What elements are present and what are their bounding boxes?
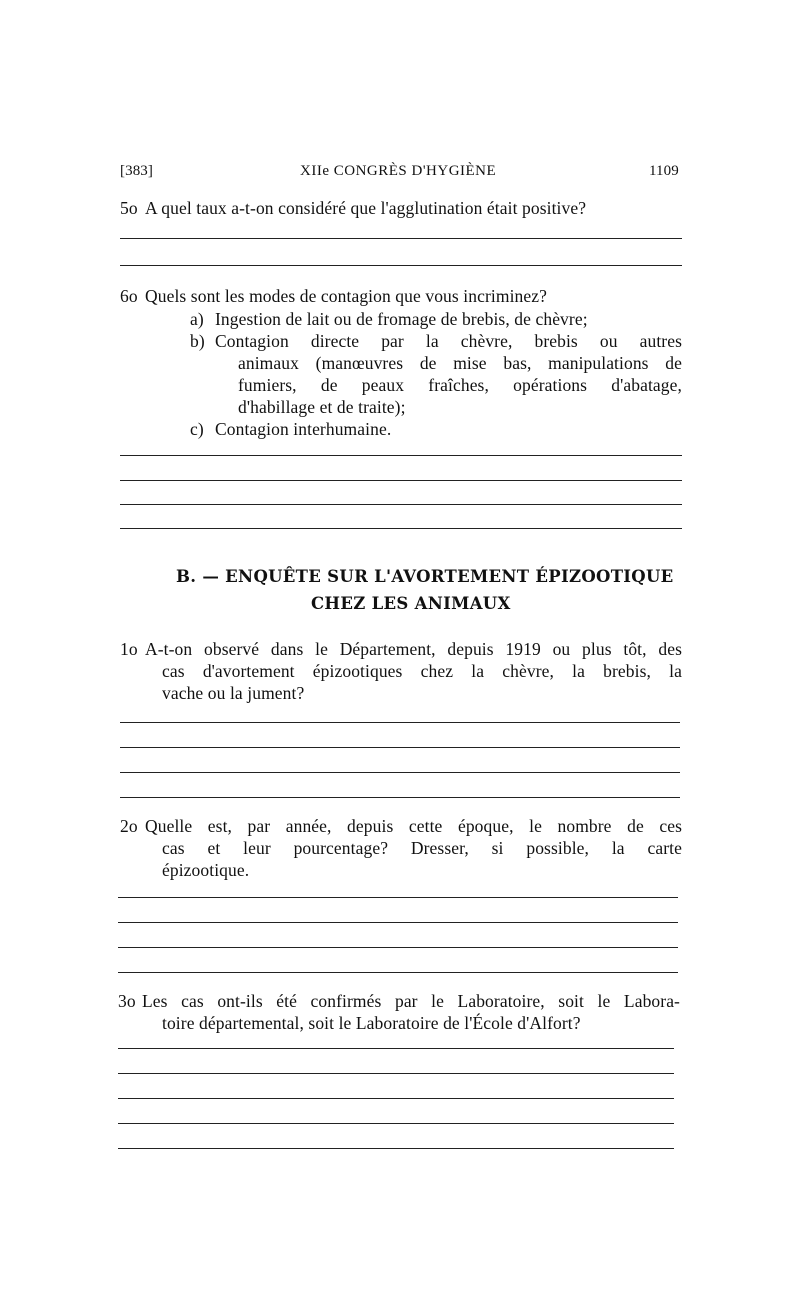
b-question-2-number: 2o: [120, 816, 138, 836]
question-6-number: 6o: [120, 286, 138, 306]
answer-line: [120, 238, 682, 239]
option-c-marker: c): [190, 419, 204, 439]
answer-line: [118, 1098, 674, 1099]
option-b-line: animaux (manœuvres de mise bas, manipulations de: [238, 353, 682, 373]
b-question-2-line: cas et leur pourcentage? Dresser, si possible, la carte: [162, 838, 682, 858]
answer-line: [118, 972, 678, 973]
answer-line: [120, 265, 682, 266]
b-question-1-line: vache ou la jument?: [162, 683, 305, 703]
answer-line: [118, 1148, 674, 1149]
answer-line: [120, 722, 680, 723]
option-a-text: Ingestion de lait ou de fromage de brebis, de chèvre;: [215, 309, 588, 329]
answer-line: [120, 480, 682, 481]
answer-line: [120, 747, 680, 748]
b-question-3-line: Les cas ont-ils été confirmés par le Laboratoire, soit le Labora-: [142, 991, 680, 1011]
option-c-text: Contagion interhumaine.: [215, 419, 392, 439]
answer-line: [120, 455, 682, 456]
running-title: XIIe CONGRÈS D'HYGIÈNE: [300, 163, 497, 179]
b-question-1-number: 1o: [120, 639, 138, 659]
page-number: 1109: [649, 163, 679, 179]
section-b-heading-line2: CHEZ LES ANIMAUX: [311, 594, 511, 613]
answer-line: [118, 922, 678, 923]
question-5-number: 5o: [120, 198, 138, 218]
b-question-2-line: épizootique.: [162, 860, 250, 880]
option-b-marker: b): [190, 331, 205, 351]
answer-line: [120, 797, 680, 798]
section-b-heading-line1: B. — ENQUÊTE SUR L'AVORTEMENT ÉPIZOOTIQUE: [176, 567, 674, 586]
page-reference: [383]: [120, 163, 153, 179]
option-b-line: fumiers, de peaux fraîches, opérations d'abatage,: [238, 375, 682, 395]
answer-line: [118, 947, 678, 948]
question-6-text: Quels sont les modes de contagion que vous incriminez?: [145, 286, 547, 306]
question-5-text: A quel taux a-t-on considéré que l'agglutination était positive?: [145, 198, 587, 218]
answer-line: [120, 528, 682, 529]
answer-line: [120, 504, 682, 505]
answer-line: [118, 1048, 674, 1049]
option-b-line: Contagion directe par la chèvre, brebis ou autres: [215, 331, 682, 351]
b-question-3-line: toire départemental, soit le Laboratoire de l'École d'Alfort?: [162, 1013, 581, 1033]
answer-line: [118, 1123, 674, 1124]
b-question-1-line: cas d'avortement épizootiques chez la chèvre, la brebis, la: [162, 661, 682, 681]
option-b-line: d'habillage et de traite);: [238, 397, 406, 417]
answer-line: [118, 1073, 674, 1074]
b-question-3-number: 3o: [118, 991, 136, 1011]
answer-line: [118, 897, 678, 898]
answer-line: [120, 772, 680, 773]
b-question-2-line: Quelle est, par année, depuis cette époque, le nombre de ces: [145, 816, 682, 836]
b-question-1-line: A-t-on observé dans le Département, depuis 1919 ou plus tôt, des: [145, 639, 682, 659]
option-a-marker: a): [190, 309, 204, 329]
